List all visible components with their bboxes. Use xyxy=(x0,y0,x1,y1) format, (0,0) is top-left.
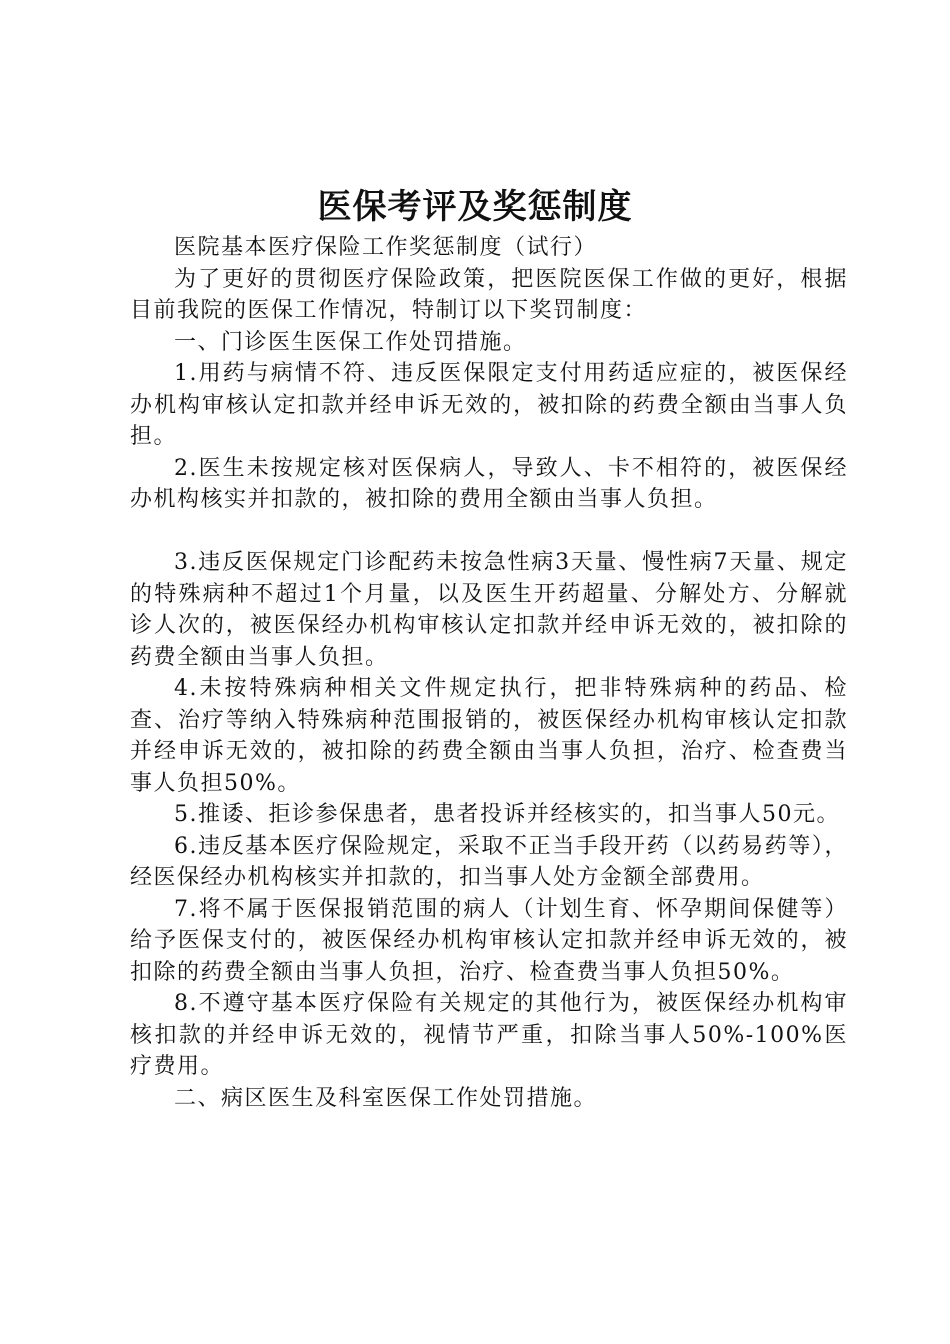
clause-4: 4.未按特殊病种相关文件规定执行，把非特殊病种的药品、检查、治疗等纳入特殊病种范围报销的，被医保经办机构审核认定扣款并经申诉无效的，被扣除的药费全额由当事人负担，治疗、检查费当事人负担50%。 xyxy=(130,676,848,796)
intro-paragraph: 为了更好的贯彻医疗保险政策，把医院医保工作做的更好，根据目前我院的医保工作情况，特制订以下奖罚制度： xyxy=(130,266,848,323)
section-heading-ward: 二、病区医生及科室医保工作处罚措施。 xyxy=(174,1085,598,1111)
clause-8: 8.不遵守基本医疗保险有关规定的其他行为，被医保经办机构审核扣款的并经申诉无效的，视情节严重，扣除当事人50%-100%医疗费用。 xyxy=(130,991,848,1079)
clause-2: 2.医生未按规定核对医保病人，导致人、卡不相符的，被医保经办机构核实并扣款的，被扣除的费用全额由当事人负担。 xyxy=(130,455,848,512)
clause-7: 7.将不属于医保报销范围的病人（计划生育、怀孕期间保健等）给予医保支付的，被医保经办机构审核认定扣款并经申诉无效的，被扣除的药费全额由当事人负担，治疗、检查费当事人负担50%。 xyxy=(130,896,848,985)
clause-6: 6.违反基本医疗保险规定，采取不正当手段开药（以药易药等），经医保经办机构核实并扣款的，扣当事人处方金额全部费用。 xyxy=(130,833,848,890)
clause-5: 5.推诿、拒诊参保患者，患者投诉并经核实的，扣当事人50元。 xyxy=(174,802,840,827)
document-title: 医保考评及奖惩制度 xyxy=(317,187,633,227)
section-heading-outpatient: 一、门诊医生医保工作处罚措施。 xyxy=(174,329,527,355)
subtitle-paragraph: 医院基本医疗保险工作奖惩制度（试行） xyxy=(174,235,598,260)
document-body xyxy=(130,232,848,1114)
clause-1: 1.用药与病情不符、违反医保限定支付用药适应症的，被医保经办机构审核认定扣款并经申诉无效的，被扣除的药费全额由当事人负担。 xyxy=(130,361,848,449)
clause-3: 3.违反医保规定门诊配药未按急性病3天量、慢性病7天量、规定的特殊病种不超过1个月量，以及医生开药超量、分解处方、分解就诊人次的，被医保经办机构审核认定扣款并经申诉无效的，被扣除的药费全额由当事人负担。 xyxy=(130,550,848,670)
